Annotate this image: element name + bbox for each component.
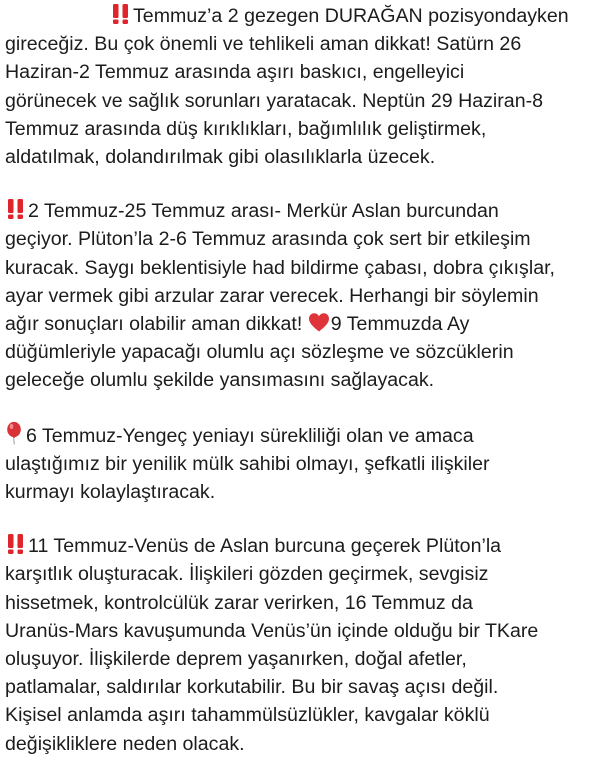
text-line: Temmuz arasında düş kırıklıkları, bağımlılık geliştirmek, <box>5 117 487 140</box>
text-line: aldatılmak, dolandırılmak gibi olasılıklarla üzecek. <box>5 146 436 169</box>
text-line: Temmuz’a 2 gezegen DURAĞAN pozisyondayken <box>5 2 594 30</box>
balloon-icon <box>5 421 25 445</box>
text-line: 6 Temmuz-Yengeç yeniayı sürekliliği olan ve amaca <box>5 421 594 450</box>
heart-icon <box>308 312 330 333</box>
paragraph-2 <box>5 197 594 394</box>
text-line: kuracak. Saygı beklentisiyle had bildirme çabası, dobra çıkışlar, <box>5 256 555 279</box>
double-exclamation-icon <box>5 533 27 555</box>
text-line: kurmayı kolaylaştıracak. <box>5 481 216 504</box>
text-line: değişikliklere neden olacak. <box>5 732 245 755</box>
text-line: 2 Temmuz-25 Temmuz arası- Merkür Aslan burcundan <box>5 197 594 225</box>
double-exclamation-icon <box>110 3 132 25</box>
paragraph-1 <box>5 2 594 171</box>
text-line: gireceğiz. Bu çok önemli ve tehlikeli aman dikkat! Satürn 26 <box>5 33 522 56</box>
text-line: oluşuyor. İlişkilerde deprem yaşanırken, doğal afetler, <box>5 648 467 671</box>
text-line: ağır sonuçları olabilir aman dikkat! 9 Temmuzda Ay <box>5 313 470 336</box>
text-line: düğümleriyle yapacağı olumlu açı sözleşme ve sözcüklerin <box>5 341 514 364</box>
text-line: ayar vermek gibi arzular zarar verecek. Herhangi bir söylemin <box>5 284 539 307</box>
text-line: hissetmek, kontrolcülük zarar verirken, 16 Temmuz da <box>5 591 473 614</box>
text-line: Haziran-2 Temmuz arasında aşırı baskıcı, engelleyici <box>5 61 465 84</box>
text-line: 11 Temmuz-Venüs de Aslan burcuna geçerek Plüton’la <box>5 532 594 560</box>
text-line: Kişisel anlamda aşırı tahammülsüzlükler, kavgalar köklü <box>5 704 490 727</box>
paragraph-3 <box>5 421 594 507</box>
text-line: görünecek ve sağlık sorunları yaratacak. Neptün 29 Haziran-8 <box>5 89 544 112</box>
double-exclamation-icon <box>5 198 27 220</box>
text-line: patlamalar, saldırılar korkutabilir. Bu bir savaş açısı değil. <box>5 676 499 699</box>
text-line: geleceğe olumlu şekilde yansımasını sağlayacak. <box>5 369 435 392</box>
text-line: ulaştığımız bir yenilik mülk sahibi olmayı, şefkatli ilişkiler <box>5 452 490 475</box>
text-line: geçiyor. Plüton’la 2-6 Temmuz arasında çok sert bir etkileşim <box>5 228 531 251</box>
text-line: Uranüs-Mars kavuşumunda Venüs’ün içinde olduğu bir TKare <box>5 619 539 642</box>
paragraph-4 <box>5 532 594 758</box>
text-line: karşıtlık oluşturacak. İlişkileri gözden geçirmek, sevgisiz <box>5 563 489 586</box>
